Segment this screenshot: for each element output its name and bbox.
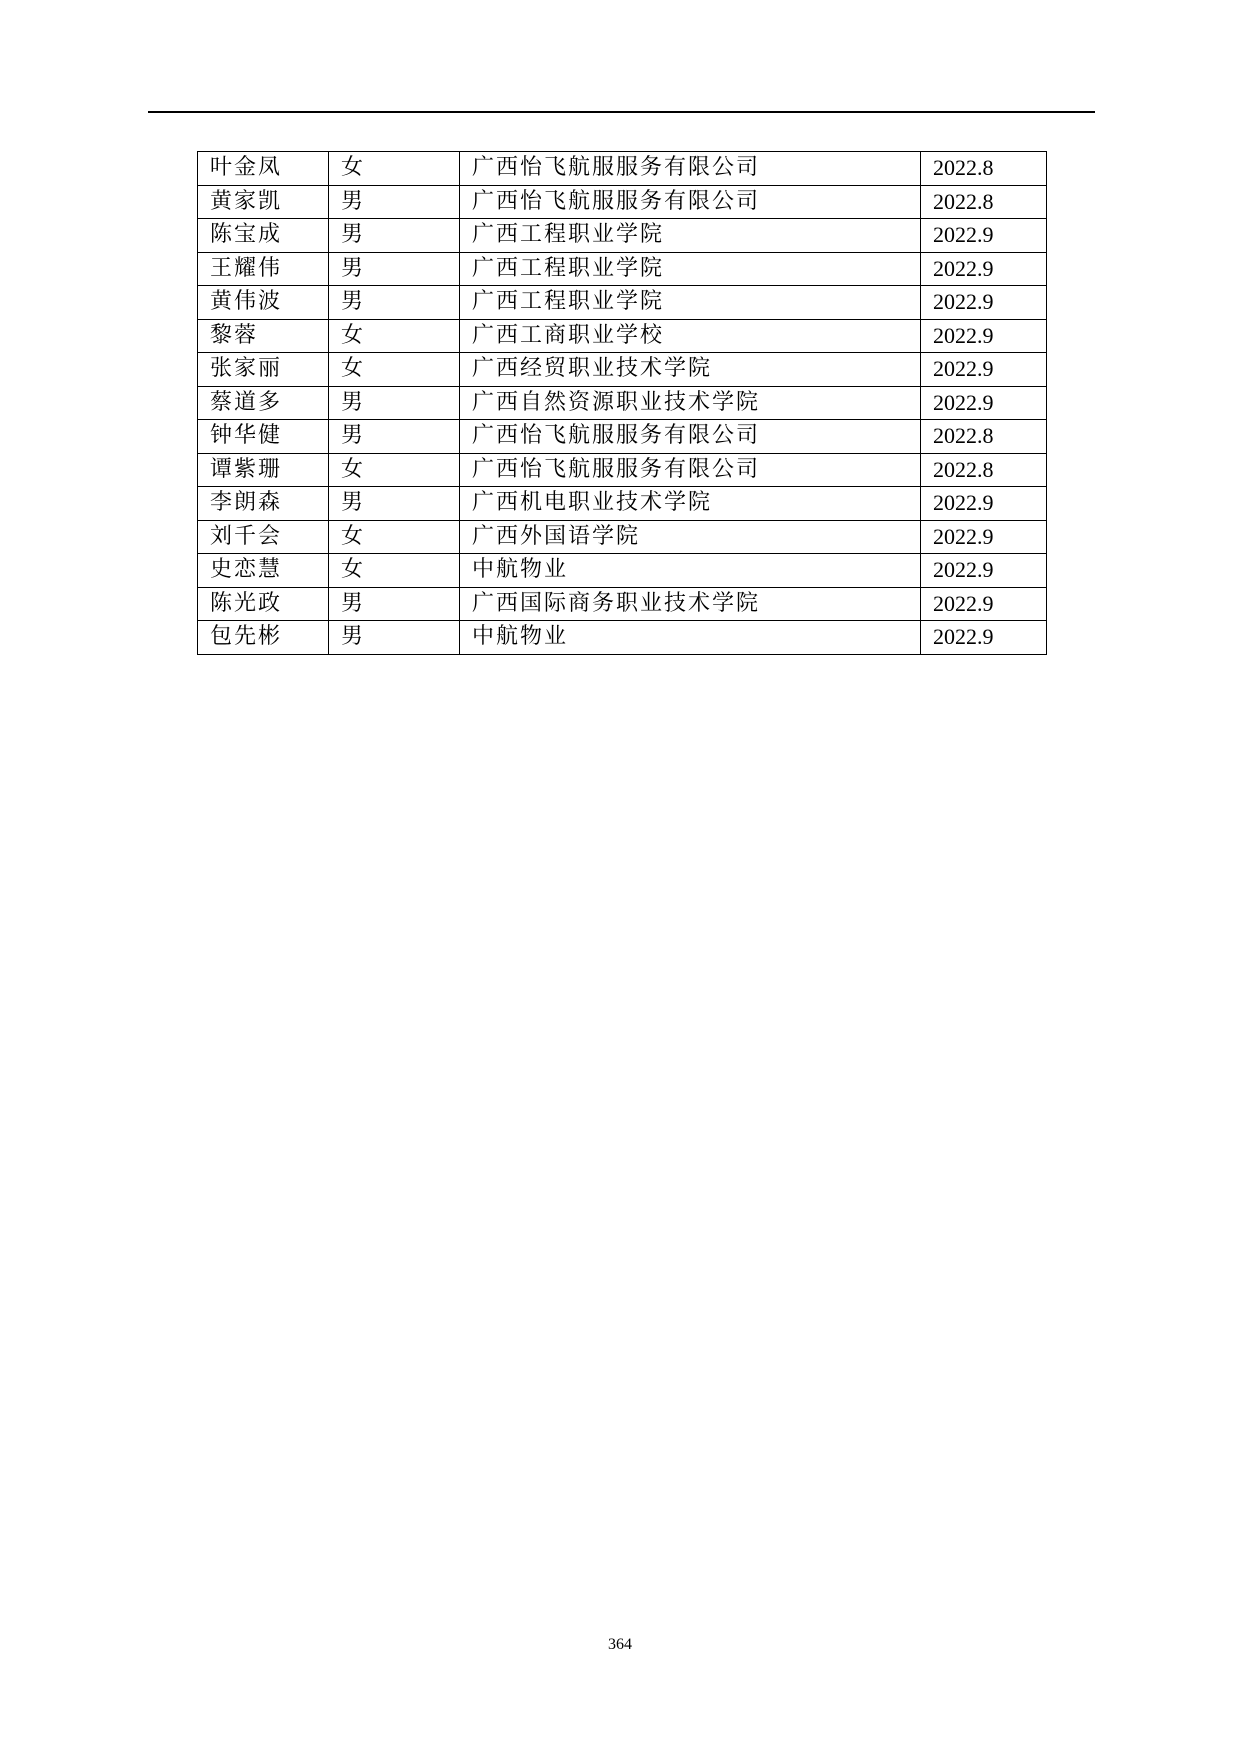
- cell-name: 黄伟波: [198, 286, 329, 320]
- roster-table: [197, 151, 1047, 655]
- cell-organization: 广西机电职业技术学院: [460, 487, 921, 521]
- cell-gender: 女: [329, 152, 460, 186]
- cell-gender: 男: [329, 621, 460, 655]
- cell-organization: 广西工商职业学校: [460, 319, 921, 353]
- header-rule: [148, 111, 1095, 113]
- cell-organization: 广西自然资源职业技术学院: [460, 386, 921, 420]
- cell-gender: 男: [329, 219, 460, 253]
- cell-gender: 男: [329, 386, 460, 420]
- table-row: [198, 319, 1047, 353]
- cell-organization: 广西怡飞航服服务有限公司: [460, 420, 921, 454]
- cell-date: 2022.8: [921, 453, 1047, 487]
- cell-date: 2022.9: [921, 554, 1047, 588]
- cell-date: 2022.9: [921, 386, 1047, 420]
- cell-gender: 男: [329, 587, 460, 621]
- cell-name: 黎蓉: [198, 319, 329, 353]
- cell-gender: 男: [329, 185, 460, 219]
- table-row: [198, 219, 1047, 253]
- cell-organization: 中航物业: [460, 621, 921, 655]
- cell-gender: 女: [329, 319, 460, 353]
- cell-name: 谭紫珊: [198, 453, 329, 487]
- table-row: [198, 353, 1047, 387]
- cell-organization: 广西怡飞航服服务有限公司: [460, 152, 921, 186]
- cell-date: 2022.9: [921, 353, 1047, 387]
- cell-gender: 女: [329, 353, 460, 387]
- roster-table-body: [198, 152, 1047, 655]
- table-row: [198, 386, 1047, 420]
- cell-date: 2022.9: [921, 286, 1047, 320]
- table-row: [198, 420, 1047, 454]
- cell-organization: 广西怡飞航服服务有限公司: [460, 185, 921, 219]
- cell-date: 2022.9: [921, 252, 1047, 286]
- cell-gender: 男: [329, 420, 460, 454]
- cell-date: 2022.8: [921, 152, 1047, 186]
- cell-date: 2022.9: [921, 621, 1047, 655]
- table-row: [198, 587, 1047, 621]
- page-number: 364: [608, 1636, 632, 1653]
- table-row: [198, 185, 1047, 219]
- cell-organization: 广西经贸职业技术学院: [460, 353, 921, 387]
- cell-gender: 男: [329, 487, 460, 521]
- cell-gender: 女: [329, 520, 460, 554]
- cell-name: 李朗森: [198, 487, 329, 521]
- cell-organization: 广西工程职业学院: [460, 286, 921, 320]
- cell-gender: 男: [329, 286, 460, 320]
- cell-organization: 广西国际商务职业技术学院: [460, 587, 921, 621]
- cell-date: 2022.9: [921, 219, 1047, 253]
- cell-date: 2022.9: [921, 587, 1047, 621]
- cell-name: 蔡道多: [198, 386, 329, 420]
- table-row: [198, 152, 1047, 186]
- cell-name: 陈光政: [198, 587, 329, 621]
- cell-gender: 女: [329, 554, 460, 588]
- cell-name: 陈宝成: [198, 219, 329, 253]
- table-row: [198, 487, 1047, 521]
- table-row: [198, 554, 1047, 588]
- cell-organization: 广西外国语学院: [460, 520, 921, 554]
- cell-gender: 男: [329, 252, 460, 286]
- table-row: [198, 621, 1047, 655]
- cell-name: 黄家凯: [198, 185, 329, 219]
- cell-organization: 广西工程职业学院: [460, 219, 921, 253]
- cell-name: 刘千会: [198, 520, 329, 554]
- cell-date: 2022.8: [921, 185, 1047, 219]
- cell-date: 2022.9: [921, 319, 1047, 353]
- cell-name: 张家丽: [198, 353, 329, 387]
- cell-organization: 中航物业: [460, 554, 921, 588]
- cell-organization: 广西怡飞航服服务有限公司: [460, 453, 921, 487]
- cell-gender: 女: [329, 453, 460, 487]
- cell-name: 王耀伟: [198, 252, 329, 286]
- table-row: [198, 453, 1047, 487]
- cell-name: 叶金凤: [198, 152, 329, 186]
- table-row: [198, 252, 1047, 286]
- cell-date: 2022.9: [921, 520, 1047, 554]
- table-row: [198, 286, 1047, 320]
- cell-name: 包先彬: [198, 621, 329, 655]
- cell-name: 史恋慧: [198, 554, 329, 588]
- cell-organization: 广西工程职业学院: [460, 252, 921, 286]
- cell-name: 钟华健: [198, 420, 329, 454]
- table-row: [198, 520, 1047, 554]
- cell-date: 2022.9: [921, 487, 1047, 521]
- cell-date: 2022.8: [921, 420, 1047, 454]
